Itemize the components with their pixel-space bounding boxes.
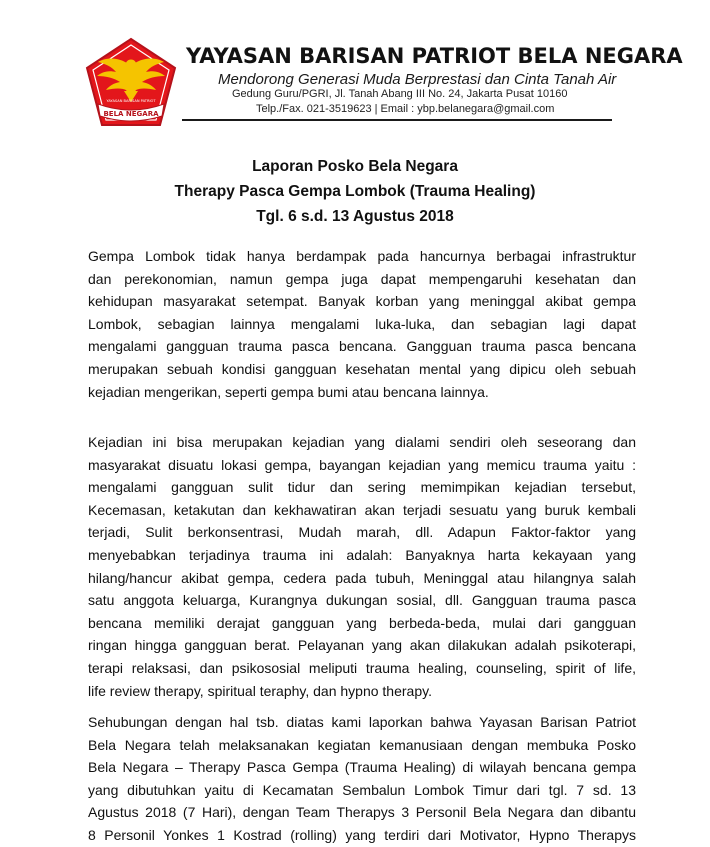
paragraph-line: Lombok, sebagian lainnya mengalami luka-luka, dan sebagian lagi dapat — [88, 315, 636, 332]
paragraph-line: Kejadian ini bisa merupakan kejadian yang dialami sendiri oleh seseorang dan — [88, 434, 636, 450]
org-tagline: Mendorong Generasi Muda Berprestasi dan Cinta Tanah Air — [218, 71, 617, 88]
paragraph-line: dan perekonomian, namun gempa juga dapat mempengaruhi kesehatan dan — [88, 270, 636, 287]
paragraph-line: terapi relaksasi, dan psikososial meliputi trauma healing, counseling, spirit of life, — [88, 659, 636, 676]
paragraph-line: Gempa Lombok tidak hanya berdampak pada hancurnya berbagai infrastruktur — [88, 248, 636, 264]
title-line-3: Tgl. 6 s.d. 13 Agustus 2018 — [256, 208, 454, 225]
paragraph-line: yang dibutuhkan yaitu di Kecamatan Sembalun Lombok Timur dari tgl. 7 sd. 13 — [88, 781, 636, 798]
title-line-2: Therapy Pasca Gempa Lombok (Trauma Healing) — [174, 183, 536, 200]
paragraph-line: Sehubungan dengan hal tsb. diatas kami laporkan bahwa Yayasan Barisan Patriot — [88, 714, 636, 730]
paragraph-line: kejadian mengerikan, seperti gempa bumi atau bencana lainnya. — [88, 383, 489, 400]
logo-small-text: YAYASAN BARISAN PATRIOT — [106, 99, 156, 103]
logo-ribbon-text: BELA NEGARA — [103, 110, 159, 118]
paragraph-line: ringan hingga gangguan berat. Pelayanan yang akan dilakukan adalah psikoterapi, — [88, 637, 636, 654]
org-address: Gedung Guru/PGRI, Jl. Tanah Abang III No. 24, Jakarta Pusat 10160 — [232, 88, 568, 100]
paragraph-line: masyarakat disuatu lokasi gempa, bayangan kejadian yang memicu trauma yaitu : — [88, 456, 636, 473]
paragraph-line: bencana memiliki derajat gangguan yang berbeda-beda, mulai dari gangguan — [88, 614, 636, 631]
paragraph-line: mengalami gangguan sulit tidur dan sering memimpikan kejadian tersebut, — [88, 479, 636, 496]
paragraph-line: hilang/hancur akibat gempa, cedera pada tubuh, Meninggal atau hilangnya salah — [88, 569, 636, 586]
garuda-eagle-emblem-icon — [84, 36, 178, 128]
paragraph-1 — [88, 245, 636, 403]
report-title — [0, 154, 710, 229]
paragraph-line: life review therapy, spiritual teraphy, dan hypno therapy. — [88, 682, 432, 699]
paragraph-line: satu anggota keluarga, Kurangnya dukungan sosial, dll. Gangguan trauma pasca — [88, 592, 636, 609]
org-contact: Telp./Fax. 021-3519623 | Email : ybp.belanegara@gmail.com — [256, 103, 555, 115]
paragraph-3 — [88, 711, 636, 847]
paragraph-line: Bela Negara – Therapy Pasca Gempa (Trauma Healing) di wilayah bencana gempa — [88, 759, 636, 776]
paragraph-line: Kecemasan, ketakutan dan kekhawatiran akan terjadi sesuatu yang buruk kembali — [88, 501, 636, 518]
paragraph-line: Agustus 2018 (7 Hari), dengan Team Therapys 3 Personil Bela Negara dan dibantu — [88, 804, 636, 821]
paragraph-line: Bela Negara telah melaksanakan kegiatan kemanusiaan dengan membuka Posko — [88, 736, 636, 753]
paragraph-line: merupakan sebuah kondisi gangguan kesehatan mental yang dipicu oleh sebuah — [88, 360, 636, 377]
paragraph-line: terjadi, Sulit berkonsentrasi, Mudah marah, dll. Adapun Faktor-faktor yang — [88, 524, 636, 541]
paragraph-line: kehidupan masyarakat setempat. Banyak korban yang meninggal akibat gempa — [88, 293, 636, 310]
paragraph-line: mengalami gangguan trauma pasca bencana. Gangguan trauma pasca bencana — [88, 338, 636, 355]
title-line-1: Laporan Posko Bela Negara — [252, 158, 458, 175]
letterhead-divider — [182, 119, 612, 121]
paragraph-line: 8 Personil Yonkes 1 Kostrad (rolling) yang terdiri dari Motivator, Hypno Therapys — [88, 826, 636, 843]
paragraph-2 — [88, 431, 636, 702]
org-name: YAYASAN BARISAN PATRIOT BELA NEGARA — [186, 44, 683, 68]
paragraph-line: menyebabkan terjadinya trauma ini adalah: Banyaknya harta kekayaan yang — [88, 546, 636, 563]
